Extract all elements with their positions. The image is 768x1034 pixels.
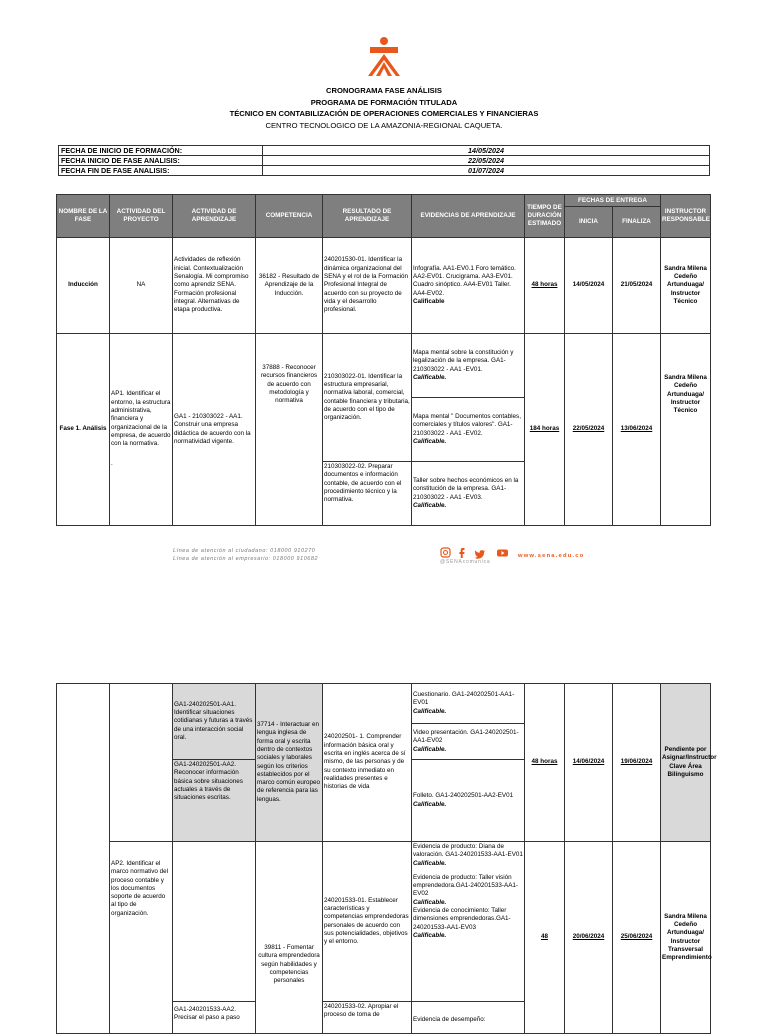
tiempo-cell: 48 horas [525, 238, 565, 334]
date-value: 01/07/2024 [263, 166, 710, 176]
calificable-label: Calificable. [413, 800, 447, 808]
inicia-cell: 20/06/2024 [565, 842, 613, 1034]
calificable-label: Calificable. [413, 745, 447, 753]
inicia-cell: 22/05/2024 [565, 334, 613, 526]
col-header-finaliza: FINALIZA [613, 207, 661, 238]
dates-table [58, 145, 710, 176]
facebook-icon[interactable] [459, 548, 464, 558]
evidencia-text: Taller sobre hechos económicos en la constitución de la empresa. GA1- 210303022 - AA1 -EV03. [413, 476, 519, 501]
col-header-tiempo: TIEMPO DE DURACIÓN ESTIMADO [525, 195, 565, 238]
actividad-aprendizaje-cell: GA1-240202501-AA1. Identificar situaciones cotidianas y futuras a través de una interacción social oral. [173, 684, 256, 760]
calificable-label: Calificable. [413, 373, 447, 381]
competencia-cell: 37888 - Reconocer recursos financieros de acuerdo con metodología y normativa [256, 334, 323, 526]
actividad-aprendizaje-cell [173, 842, 256, 1002]
fase-cell [57, 684, 110, 1034]
social-icons [440, 546, 510, 558]
footer-empresario-line: Línea de atención al empresario: 018000 910682 [173, 556, 319, 562]
evidencia-cell [412, 684, 525, 724]
calificable-label: Calificable. [413, 931, 447, 939]
table-row [57, 842, 711, 1002]
actividad-aprendizaje-cell: GA1-240202501-AA2. Reconocer información básica sobre situaciones actuales a través de situaciones escritas. [173, 760, 256, 842]
col-header-resultado: RESULTADO DE APRENDIZAJE [323, 195, 412, 238]
calificable-label: Calificable. [413, 437, 447, 445]
finaliza-cell: 21/05/2024 [613, 238, 661, 334]
evidencias-cell [412, 238, 525, 334]
evidencia-cell: Evidencia de desempeño: [412, 1002, 525, 1034]
website-link[interactable]: www.sena.edu.co [518, 553, 585, 559]
evidencia-text: Mapa mental " Documentos contables, comerciales y títulos valores". GA1- 210303022 - AA1 -EV02. [413, 412, 521, 437]
date-value: 22/05/2024 [263, 156, 710, 166]
tiempo-cell: 184 horas [525, 334, 565, 526]
calificable-label: Calificable. [413, 707, 447, 715]
resultado-cell: 240202501- 1. Comprender información básica oral y escrita en inglés acerca de sí mismo, de las personas y de su contexto inmediato en realidades presentes e historias de vida [323, 684, 412, 842]
technician-title: TÉCNICO EN CONTABILIZACIÓN DE OPERACIONES COMERCIALES Y FINANCIERAS [229, 109, 539, 118]
date-row [59, 166, 710, 176]
evidencia-text: Evidencia de producto: Diana de valoración. GA1-240201533-AA1-EV01 [413, 843, 523, 859]
evidencias-text: Infografía. AA1-EV0.1 Foro temático. AA2-EV01. Crucigrama. AA3-EV01. Cuadro sinóptico. AA4-EV01 Taller. AA4-EV02. [413, 264, 516, 297]
col-header-evidencias: EVIDENCIAS DE APRENDIZAJE [412, 195, 525, 238]
evidencia-cell [412, 724, 525, 760]
actividad-aprendizaje-cell: GA1-240201533-AA2. Precisar el paso a paso [173, 1002, 256, 1034]
evidencia-text: Evidencia de conocimiento: Taller dimensiones emprendedoras.GA1-240201533-AA1-EV03 [413, 907, 511, 931]
actividad-proyecto-extra: . [111, 460, 113, 468]
evidencia-cell [412, 842, 525, 1002]
calificable-label: Calificable. [413, 898, 447, 906]
col-header-fase: NOMBRE DE LA FASE [57, 195, 110, 238]
resultado-cell: 210303022-01. Identificar la estructura empresarial, normativa laboral, comercial, contable financiera y tributaria, de acuerdo con el tipo de organización. [323, 334, 412, 462]
table-row [57, 238, 711, 334]
resultado-cell: 210303022-02. Preparar documentos e información contable, de acuerdo con el procedimiento técnico y la normativa. [323, 462, 412, 526]
date-label: FECHA FIN DE FASE ANALISIS: [59, 166, 263, 176]
instructor-cell: Sandra Milena Cedeño Artunduaga/ Instructor Técnico [661, 238, 711, 334]
evidencia-text: Cuestionario. GA1-240202501-AA1-EV01 [413, 691, 515, 707]
schedule-table [56, 194, 711, 526]
document-title: CRONOGRAMA FASE ANÁLISIS [326, 86, 442, 95]
evidencia-cell [412, 398, 525, 462]
header-row [57, 195, 711, 207]
competencia-cell: 37714 - Interactuar en lengua inglesa de forma oral y escrita dentro de contextos sociales y laborales según los criterios establecidos por el marco común europeo de referencia para las lenguas. [256, 684, 323, 842]
col-header-competencia: COMPETENCIA [256, 195, 323, 238]
actividad-aprendizaje-cell: Actividades de reflexión inicial. Contextualización Senalogía. Mi compromiso como aprendiz SENA. Formación profesional integral. Alternativas de etapa productiva. [173, 238, 256, 334]
table-row [57, 334, 711, 398]
calificable-label: Calificable. [413, 859, 447, 867]
evidencia-cell [412, 760, 525, 842]
evidencia-text: Evidencia de producto: Taller visión emprendedora.GA1-240201533-AA1-EV02 [413, 873, 519, 898]
instructor-cell: Sandra Milena Cedeño Artunduaga/ Instructor Transversal Emprendimiento [661, 842, 711, 1034]
col-header-actividad-proyecto: ACTIVIDAD DEL PROYECTO [110, 195, 173, 238]
table-row [57, 684, 711, 724]
sena-logo [361, 36, 407, 82]
finaliza-cell: 19/06/2024 [613, 684, 661, 842]
instructor-cell: Sandra Milena Cedeño Artunduaga/ Instructor Técnico [661, 334, 711, 526]
actividad-proyecto-cell [110, 684, 173, 842]
evidencia-text: Video presentación. GA1-240202501-AA1-EV02 [413, 729, 519, 745]
instructor-cell: Pendiente por Asignar/Instructor Clave Área Bilinguismo [661, 684, 711, 842]
evidencia-cell [412, 334, 525, 398]
actividad-proyecto-text: AP1. Identificar el entorno, la estructura administrativa, financiera y organizacional de la empresa, de acuerdo con la normativa. [111, 390, 171, 448]
program-title: PROGRAMA DE FORMACIÓN TITULADA [310, 98, 458, 107]
fase-cell [57, 334, 110, 526]
finaliza-cell: 13/06/2024 [613, 334, 661, 526]
footer-ciudadano-line: Línea de atención al ciudadano: 018000 910270 [173, 548, 316, 554]
evidencia-text: Mapa mental sobre la constitución y legalización de la empresa. GA1- 210303022 - AA1 -EV01. [413, 348, 514, 373]
actividad-proyecto-cell: AP2. Identificar el marco normativo del proceso contable y los documentos soporte de acuerdo al tipo de organización. [110, 842, 173, 1034]
competencia-cell: 39811 - Fomentar cultura emprendedora según habilidades y competencias personales [256, 842, 323, 1034]
actividad-aprendizaje-cell: GA1 - 210303022 - AA1. Construir una empresa didáctica de acuerdo con la normatividad vigente. [173, 334, 256, 526]
date-value: 14/05/2024 [263, 146, 710, 156]
youtube-icon[interactable] [497, 550, 508, 557]
calificable-label: Calificable [413, 297, 445, 305]
col-header-actividad-aprendizaje: ACTIVIDAD DE APRENDIZAJE [173, 195, 256, 238]
resultado-cell: 240201530-01. Identificar la dinámica organizacional del SENA y el rol de la Formación Profesional Integral de acuerdo con su proyecto de vida y el desarrollo profesional. [323, 238, 412, 334]
evidencia-text: Folleto. GA1-240202501-AA2-EV01 [413, 792, 514, 800]
instagram-icon[interactable] [441, 548, 450, 557]
inicia-cell: 14/06/2024 [565, 684, 613, 842]
competencia-cell: 36182 - Resultado de Aprendizaje de la Inducción. [256, 238, 323, 334]
date-row [59, 146, 710, 156]
finaliza-cell: 25/06/2024 [613, 842, 661, 1034]
evidencia-cell [412, 462, 525, 526]
twitter-icon[interactable] [475, 550, 486, 559]
fase-cell: Inducción [57, 238, 110, 334]
date-row [59, 156, 710, 166]
col-header-instructor: INSTRUCTOR RESPONSABLE [661, 195, 711, 238]
schedule-table-continued [56, 683, 717, 1034]
actividad-proyecto-cell [110, 334, 173, 526]
col-header-fechas-entrega: FECHAS DE ENTREGA [565, 195, 661, 207]
resultado-cell: 240201533-02. Apropiar el proceso de toma de [323, 1002, 412, 1034]
col-header-inicia: INICIA [565, 207, 613, 238]
center-title: CENTRO TECNOLOGICO DE LA AMAZONIA-REGIONAL CAQUETA. [265, 121, 503, 130]
social-handle: @SENAcomunica [440, 559, 491, 565]
actividad-proyecto-cell: NA [110, 238, 173, 334]
date-label: FECHA INICIO DE FASE ANALISIS: [59, 156, 263, 166]
tiempo-cell: 48 [525, 842, 565, 1034]
calificable-label: Calificable. [413, 501, 447, 509]
resultado-cell: 240201533-01. Establecer características y competencias emprendedoras personales de acuerdo con sus potencialidades, objetivos y el entorno. [323, 842, 412, 1002]
inicia-cell: 14/05/2024 [565, 238, 613, 334]
fase-label: Fase 1. Análisis [59, 425, 107, 433]
tiempo-cell: 48 horas [525, 684, 565, 842]
date-label: FECHA DE INICIO DE FORMACIÓN: [59, 146, 263, 156]
